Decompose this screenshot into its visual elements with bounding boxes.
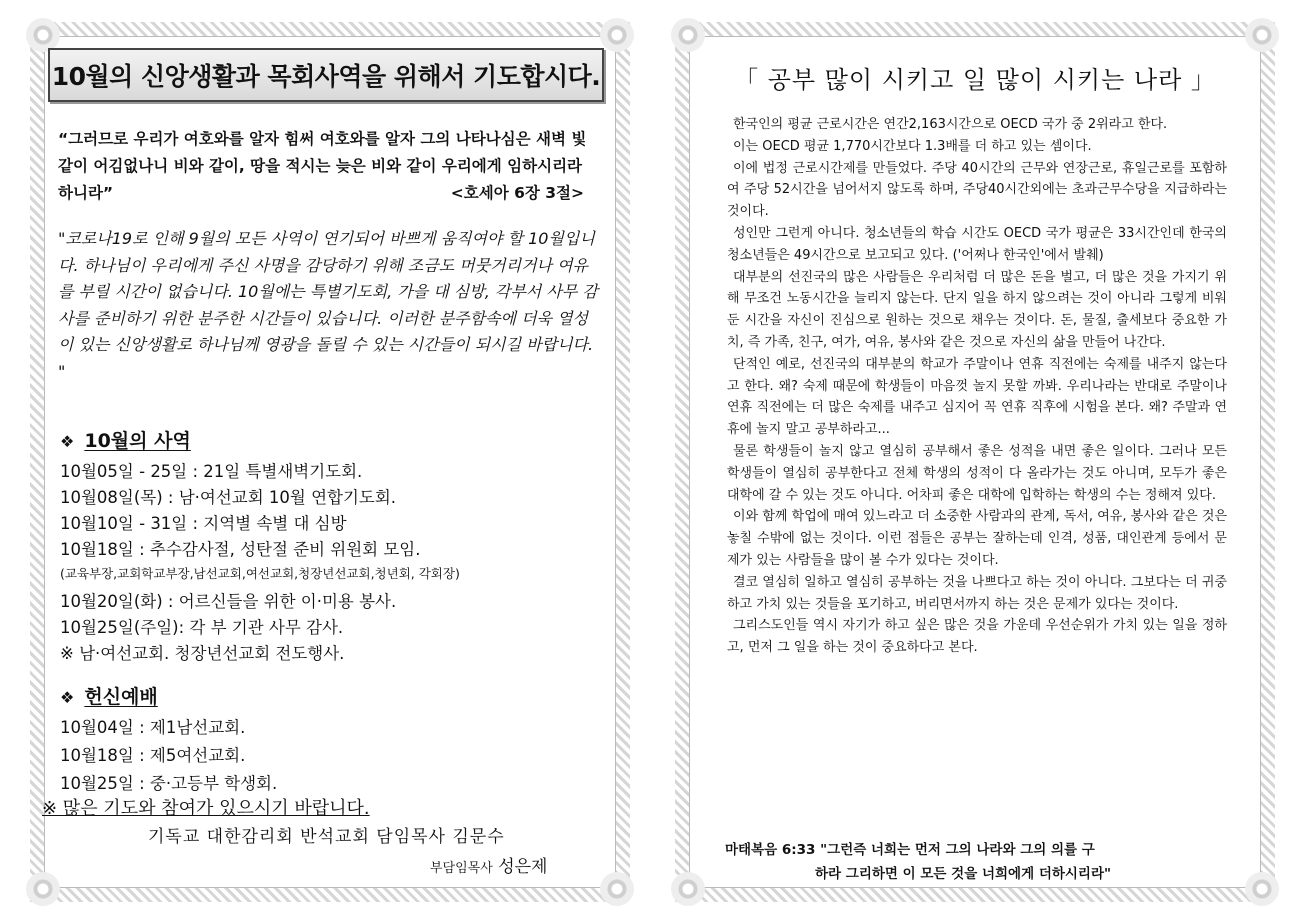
verse-text: “그러므로 우리가 여호와를 알자 힘써 여호와를 알자 그의 나타나심은 새벽 빛 같이 어김없나니 비와 같이, 땅을 적시는 늦은 비와 같이 우리에게 임하시리라 하니라” (58, 130, 587, 202)
worship-item: 10월25일 : 중·고등부 학생회. (60, 774, 278, 793)
article-paragraph: 결코 열심히 일하고 열심히 공부하는 것을 나쁘다고 하는 것이 아니다. 그보다는 더 귀중하고 가치 있는 것들을 포기하고, 버리면서까지 하는 것은 문제가 있다는 것이다. (727, 574, 1227, 612)
article-paragraph: 이에 법정 근로시간제를 만들었다. 주당 40시간의 근무와 연장근로, 휴일근로를 포함하여 주당 52시간을 넘어서지 않도록 하며, 주당40시간외에는 초과근무수당을 지급하라는 것이다. (727, 160, 1227, 220)
worship-item: 10월04일 : 제1남선교회. (60, 718, 246, 737)
worship-heading-text: 헌신예배 (84, 686, 158, 708)
article-paragraph: 이와 함께 학업에 매여 있느라고 더 소중한 사람과의 관계, 독서, 여유, 봉사와 같은 것은 놓칠 수밖에 없는 것이다. 이런 점들은 공부는 잘하는데 인격, 성품, 대인관계 등에서 문제가 있는 사람들을 많이 볼 수가 있다는 것이다. (727, 509, 1227, 568)
worship-item: 10월18일 : 제5여선교회. (60, 746, 246, 765)
pastor-message: "코로나19로 인해 9월의 모든 사역이 연기되어 바쁘게 움직여야 할 10월입니다. 하나님이 우리에게 주신 사명을 감당하기 위해 조금도 머뭇거리거나 여유를 부릴 시간이 없습니다. 10월에는 특별기도회, 가을 대 심방, 각부서 사무 감사를 준비하기 위한 분주한 시간들이 있습니다. 이러한 분주함속에 더욱 열성이 있는 신앙생활로 하나님께 영광을 돌릴 수 있는 시간들이 되시길 바랍니다. " (58, 229, 598, 381)
diamond-bullet-icon: ❖ (60, 432, 75, 451)
footer-verse-line: 마태복음 6:33 "그런즉 너희는 먼저 그의 나라와 그의 의를 구 (725, 842, 1095, 858)
associate-name: 성은제 (498, 857, 548, 877)
church-signature: 기독교 대한감리회 반석교회 담임목사 김문수 (148, 827, 505, 847)
ministry-item: 10월05일 - 25일 : 21일 특별새벽기도회. (60, 462, 363, 481)
article-body (727, 114, 1227, 659)
footer-verse-line: 하라 그리하면 이 모든 것을 너희에게 더하시리라" (815, 866, 1112, 882)
ministry-item-note: (교육부장,교회학교부장,남선교회,여선교회,청장년선교회,청년회, 각회장) (60, 566, 460, 581)
article-title: 「 공부 많이 시키고 일 많이 시키는 나라 」 (734, 66, 1216, 94)
ministry-item: 10월25일(주일): 각 부 기관 사무 감사. (60, 618, 344, 637)
closing-note: ※ 많은 기도와 참여가 있으시기 바랍니다. (42, 798, 370, 819)
ministry-item: 10월20일(화) : 어르신들을 위한 이·미용 봉사. (60, 592, 397, 611)
article-paragraph: 한국인의 평균 근로시간은 연간2,163시간으로 OECD 국가 중 2위라고 한다. (733, 117, 1168, 132)
ministry-heading (60, 426, 191, 453)
article-paragraph: 단적인 예로, 선진국의 대부분의 학교가 주말이나 연휴 직전에는 숙제를 내주지 않는다고 한다. 왜? 숙제 때문에 학생들이 마음껏 놀지 못할 까봐. 우리나라는 반대로 주말이나 연휴 직전에는 더 많은 숙제를 내주고 심지어 꼭 연휴 직후에 시험을 본다. 왜? 주말과 연휴에 놀지 말고 공부하라고... (727, 356, 1227, 438)
article-paragraph: 대부분의 선진국의 많은 사람들은 우리처럼 더 많은 돈을 벌고, 더 많은 것을 가지기 위해 무조건 노동시간을 늘리지 않는다. 단지 일을 하지 않으려는 것이 아니라 그렇게 비워둔 시간을 자신이 진심으로 원하는 것으로 채우는 것이다. 돈, 물질, 출세보다 중요한 가치, 즉 가족, 친구, 여가, 여유, 봉사와 같은 것으로 자신의 삶을 만들어 나간다. (727, 269, 1227, 350)
ministry-heading-text: 10월의 사역 (84, 430, 191, 452)
left-page (30, 22, 630, 902)
article-paragraph: 물론 학생들이 놀지 않고 열심히 공부해서 좋은 성적을 내면 좋은 일이다. 그러나 모든 학생들이 열심히 공부한다고 전체 학생의 성적이 다 올라가는 것도 아니며, 모두가 좋은 대학에 갈 수 있는 것도 아니다. 어차피 좋은 대학에 입학하는 학생의 수는 정해져 있다. (727, 443, 1227, 503)
article-paragraph: 이는 OECD 평균 1,770시간보다 1.3배를 더 하고 있는 셈이다. (733, 138, 1092, 154)
article-paragraph: 그리스도인들 역시 자기가 하고 싶은 많은 것을 가운데 우선순위가 가치 있는 일을 정하고, 먼저 그 일을 하는 것이 중요하다고 본다. (727, 618, 1227, 656)
ministry-item: 10월08일(목) : 남·여선교회 10월 연합기도회. (60, 488, 397, 507)
right-page (675, 22, 1275, 902)
ministry-item: 10월18일 : 추수감사절, 성탄절 준비 위원회 모임. (60, 540, 421, 559)
article-paragraph: 성인만 그런게 아니다. 청소년들의 학습 시간도 OECD 국가 평균은 33시간인데 한국의 청소년들은 49시간으로 보고되고 있다. ('어쩌나 한국인'에서 발췌) (727, 225, 1227, 263)
scripture-verse (58, 126, 598, 207)
verse-reference: <호세아 6장 3절> (450, 184, 584, 202)
ministry-item: 10월10일 - 31일 : 지역별 속별 대 심방 (60, 514, 347, 533)
ministry-item: ※ 남·여선교회. 청장년선교회 전도행사. (60, 644, 345, 663)
worship-heading (60, 682, 158, 709)
diamond-bullet-icon: ❖ (60, 688, 75, 707)
associate-pastor (430, 852, 547, 877)
associate-role: 부담임목사 (430, 861, 493, 876)
page-title: 10월의 신앙생활과 목회사역을 위해서 기도합시다. (48, 48, 604, 102)
footer-verse (725, 838, 1235, 886)
